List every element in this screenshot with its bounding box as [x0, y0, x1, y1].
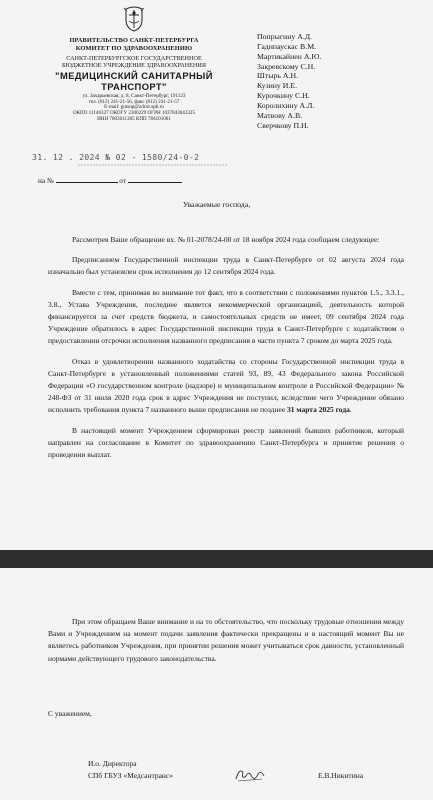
paragraph: Вместе с тем, принимая во внимание тот факт, что в соответствии с положениями пунктов 1.5., 3.3.1., 3.8., Устава Учреждения, последнее является некоммерческой организацией, деятельность которой финансируется за счет средств бюджета, и самостоятельных средств не имеет, 09 сентября 2024 года Учреждение обратилось в адрес Государственной инспекции труда в Санкт-Петербурге с ходатайством о предоставлении отсрочки исполнения названного предписания в части пункта 7 сроком до марта 2025 года.: [48, 287, 404, 346]
addressee: Королихину А.Л.: [257, 100, 315, 110]
letter-body: [48, 234, 404, 469]
signer-name: Е.В.Никитина: [318, 771, 364, 780]
organization-name: "МЕДИЦИНСКИЙ САНИТАРНЫЙ ТРАНСПОРТ": [55, 69, 213, 92]
reference-line: на № от: [38, 175, 182, 185]
closing: С уважением,: [48, 709, 92, 718]
handwritten-underline: [78, 162, 228, 168]
institution-type: САНКТ-ПЕТЕРБУРГСКОЕ ГОСУДАРСТВЕННОЕ БЮДЖЕТНОЕ УЧРЕЖДЕНИЕ ЗДРАВООХРАНЕНИЯ: [62, 55, 206, 70]
addressee: Сверчкову П.Н.: [257, 120, 309, 130]
government-title: ПРАВИТЕЛЬСТВО САНКТ-ПЕТЕРБУРГА КОМИТЕТ ПО ЗДРАВООХРАНЕНИЮ: [69, 37, 199, 52]
addressee-list: [257, 32, 321, 130]
deadline-date: 31 марта 2025 года: [287, 405, 350, 415]
addressee: Кузину И.Е.: [257, 81, 298, 91]
greeting: Уважаемые господа,: [182, 200, 251, 209]
organization-contacts: ул. Захарьевская, д. 8, Санкт-Петербург, 191123 тел. (812) 241-21-56, факс (812) 241-21-57 E-mail: gutsnp@zdrav.spb.ru ОКПО 11146327 ОКОГУ 2300229 ОГРН 1037843043325 ИНН 7803011305 КПП 784101001: [72, 92, 196, 123]
outgoing-number-handwritten: 31. 12 . 2024 № 02 - 1580/24-0-2: [32, 152, 200, 162]
paragraph: В настоящий момент Учреждением сформирован реестр заявлений бывших работников, который направлен на согласование в Комитет по здравоохранению Санкт-Петербурга и принятие решения о проведении выплат.: [48, 425, 404, 460]
handwritten-signature: [233, 764, 267, 786]
addressee: Матвову А.В.: [257, 110, 303, 120]
paragraph: Рассмотрев Ваше обращение вх. № 01-2078/24-00 от 18 ноября 2024 года сообщаем следующее:: [72, 235, 380, 244]
letter-body-continued: [48, 616, 404, 673]
letterhead: [36, 6, 232, 123]
page-separator: [0, 550, 433, 568]
paragraph: Предписанием Государственной инспекции труда в Санкт-Петербурге от 02 августа 2024 года изначально был установлен срок исполнения до 12 сентября 2024 года.: [48, 255, 404, 277]
paragraph: При этом обращаем Ваше внимание и на то обстоятельство, что поскольку трудовые отношения между Вами и Учреждением на момент подачи заявления фактически прекращены и в настоящий момент Вы не являетесь работником Учреждения, при принятии решения может учитываться срок давности, установленный нормами действующего трудового законодательства.: [48, 617, 404, 663]
addressee: Попрыгину А.Д.: [257, 32, 313, 41]
addressee: Закревскому С.Н.: [257, 61, 316, 71]
addressee: Гадипаускас В.М.: [257, 41, 317, 51]
coat-of-arms-icon: [123, 6, 145, 32]
signer-title: И.о. Директора СПб ГБУЗ «Медсантранс»: [88, 759, 174, 780]
letter-page-2: [0, 568, 433, 800]
addressee: Курочкину С.Н.: [257, 91, 310, 101]
addressee: Мартикайнен А.Ю.: [257, 51, 322, 61]
paragraph: Отказ в удовлетворении названного ходатайства со стороны Государственной инспекции труда в Санкт-Петербурге в установленный положениями статей 93, 89, 43 Федерального закона Российской Федерации «О государственном контроле (надзоре) и муниципальном контроле в Российской Федерации» № 248-ФЗ от 31 июля 2020 года срок в адрес Учреждения не поступил, вследствие чего Учреждение обязано исполнить требования пункта 7 названного выше предписания не позднее 31 марта 2025 года.: [48, 356, 404, 415]
addressee: Штырь А.Н.: [257, 71, 299, 81]
